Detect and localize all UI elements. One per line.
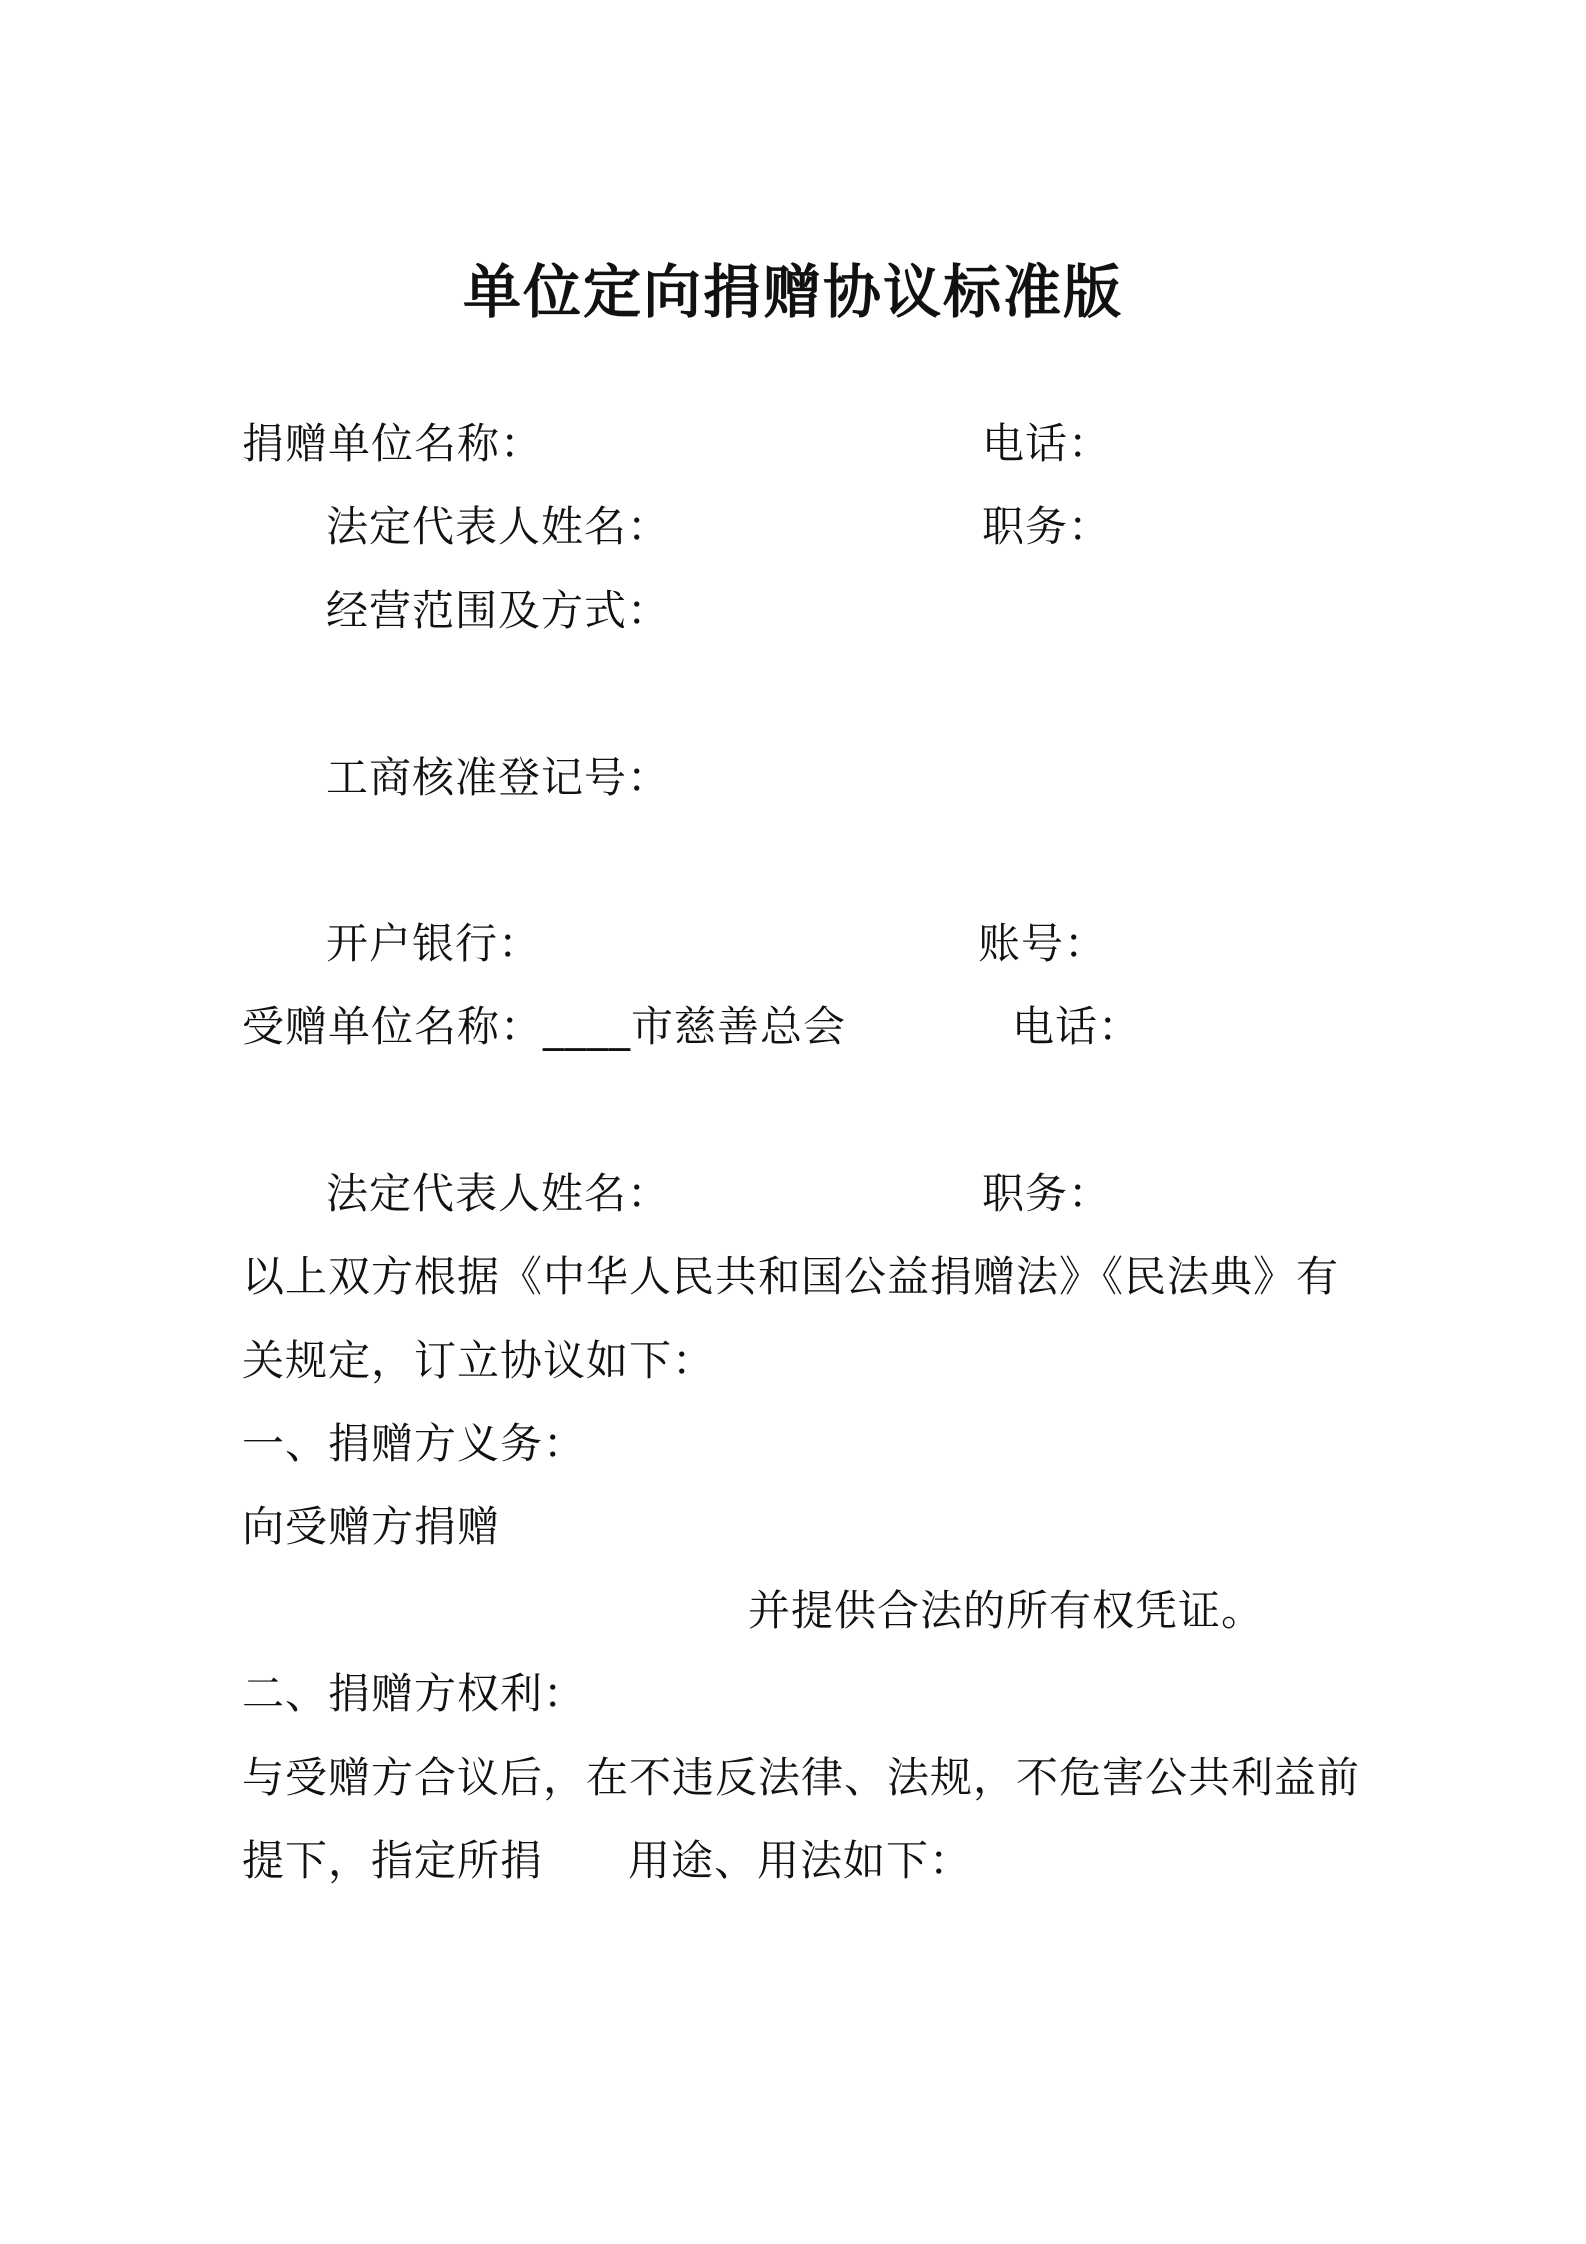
donor-account-label: 账号：	[978, 919, 1108, 968]
recipient-phone-label: 电话：	[1012, 1002, 1142, 1051]
donor-bank-label: 开户银行：	[326, 919, 542, 968]
donor-name-label: 捐赠单位名称：	[242, 419, 544, 468]
donor-business-scope-label: 经营范围及方式：	[326, 586, 671, 635]
section1-line-2: 并提供合法的所有权凭证。	[748, 1586, 1265, 1635]
section2-heading: 二、捐赠方权利：	[242, 1669, 587, 1718]
recipient-position-label: 职务：	[982, 1169, 1112, 1218]
document-title: 单位定向捐赠协议标准版	[462, 258, 1123, 326]
intro-line-1: 以上双方根据《中华人民共和国公益捐赠法》《民法典》有	[242, 1252, 1340, 1301]
section1-line-1: 向受赠方捐赠	[242, 1502, 501, 1551]
section1-heading: 一、捐赠方义务：	[242, 1419, 587, 1468]
donor-phone-label: 电话：	[982, 419, 1112, 468]
recipient-rep-label: 法定代表人姓名：	[326, 1169, 671, 1218]
intro-line-2: 关规定，订立协议如下：	[242, 1336, 716, 1385]
donor-rep-label: 法定代表人姓名：	[326, 502, 671, 551]
section2-line-1: 与受赠方合议后，在不违反法律、法规，不危害公共利益前	[242, 1753, 1361, 1802]
section2-line-2a: 提下，指定所捐	[242, 1836, 544, 1885]
recipient-name-line: 受赠单位名称：____市慈善总会	[242, 1002, 847, 1051]
section2-line-2b: 用途、用法如下：	[628, 1836, 973, 1885]
donor-registration-label: 工商核准登记号：	[326, 753, 671, 802]
donor-position-label: 职务：	[982, 502, 1112, 551]
